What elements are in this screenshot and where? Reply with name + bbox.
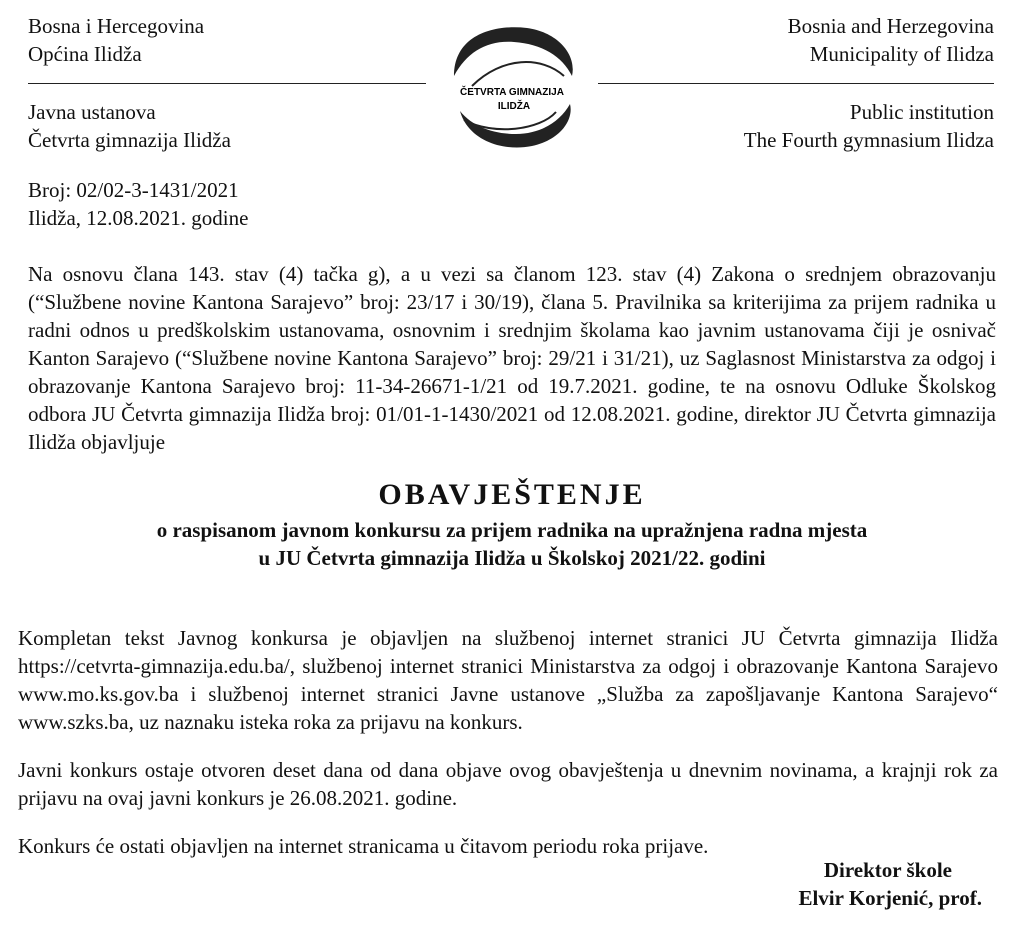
institution-right — [744, 98, 994, 154]
document-subtitle — [0, 516, 1024, 572]
municipality-name-bs: Općina Ilidža — [28, 42, 142, 66]
institution-name-en: The Fourth gymnasium Ilidza — [743, 128, 994, 152]
header-rule-left — [28, 83, 426, 84]
institution-name-bs: Četvrta gimnazija Ilidža — [28, 128, 231, 152]
body-paragraph-1: Kompletan tekst Javnog konkursa je objavljen na službenoj internet stranici JU Četvrta gimnazija Ilidža https://cetvrta-gimnazija.edu.ba/, službenoj internet stranici Ministarstva za odgoj i obrazovanje Kantona Sarajevo www.mo.ks.gov.ba i službenoj internet stranici Javne ustanove „Služba za zapošljavanje Kantona Sarajevo“ www.szks.ba, uz naznaku isteka roka za prijavu na konkurs. — [18, 626, 998, 734]
header-right-top — [788, 12, 994, 68]
reference-block — [28, 176, 248, 232]
signature-name: Elvir Korjenić, prof. — [798, 886, 982, 910]
school-logo-icon — [432, 16, 592, 156]
institution-type-en: Public institution — [849, 100, 994, 124]
body-paragraph-2: Javni konkurs ostaje otvoren deset dana od dana objave ovog obavještenja u dnevnim novinama, a krajnji rok za prijavu na ovaj javni konkurs je 26.08.2021. godine. — [18, 758, 998, 810]
header-left-top — [28, 12, 204, 68]
municipality-name-en: Municipality of Ilidza — [809, 42, 994, 66]
header-rule-right — [598, 83, 994, 84]
logo-text-line2: ILIDŽA — [497, 101, 531, 112]
signature-role: Direktor škole — [823, 858, 952, 882]
intro-paragraph: Na osnovu člana 143. stav (4) tačka g), a u vezi sa članom 123. stav (4) Zakona o srednjem obrazovanju (“Službene novine Kantona Sarajevo” broj: 23/17 i 30/19), člana 5. Pravilnika sa kriterijima za prijem radnika u radni odnos u predškolskim ustanovama, osnovnim i srednjim školama kao javnim ustanovama čiji je osnivač Kanton Sarajevo (“Službene novine Kantona Sarajevo” broj: 29/21 i 31/21), uz Saglasnost Ministarstva za odgoj i obrazovanje Kantona Sarajevo broj: 11-34-26671-1/21 od 19.7.2021. godine, te na osnovu Odluke Školskog odbora JU Četvrta gimnazija Ilidža broj: 01/01-1-1430/2021 od 12.08.2021. godine, direktor JU Četvrta gimnazija Ilidža objavljuje — [28, 262, 996, 454]
subtitle-line-1: o raspisanom javnom konkursu za prijem radnika na upražnjena radna mjesta — [156, 518, 868, 542]
institution-type-bs: Javna ustanova — [28, 100, 156, 124]
subtitle-line-2: u JU Četvrta gimnazija Ilidža u Školskoj 2021/22. godini — [258, 546, 766, 570]
reference-place-date: Ilidža, 12.08.2021. godine — [28, 206, 249, 230]
country-name-bs: Bosna i Hercegovina — [28, 14, 205, 38]
reference-number: Broj: 02/02-3-1431/2021 — [28, 178, 239, 202]
body-paragraph-3: Konkurs će ostati objavljen na internet stranicama u čitavom periodu roka prijave. — [18, 834, 709, 858]
school-logo — [432, 16, 592, 156]
logo-text-line1: ČETVRTA GIMNAZIJA — [460, 87, 564, 98]
signature-block — [798, 856, 982, 912]
document-title: OBAVJEŠTENJE — [378, 478, 646, 511]
country-name-en: Bosnia and Herzegovina — [787, 14, 994, 38]
institution-left — [28, 98, 231, 154]
